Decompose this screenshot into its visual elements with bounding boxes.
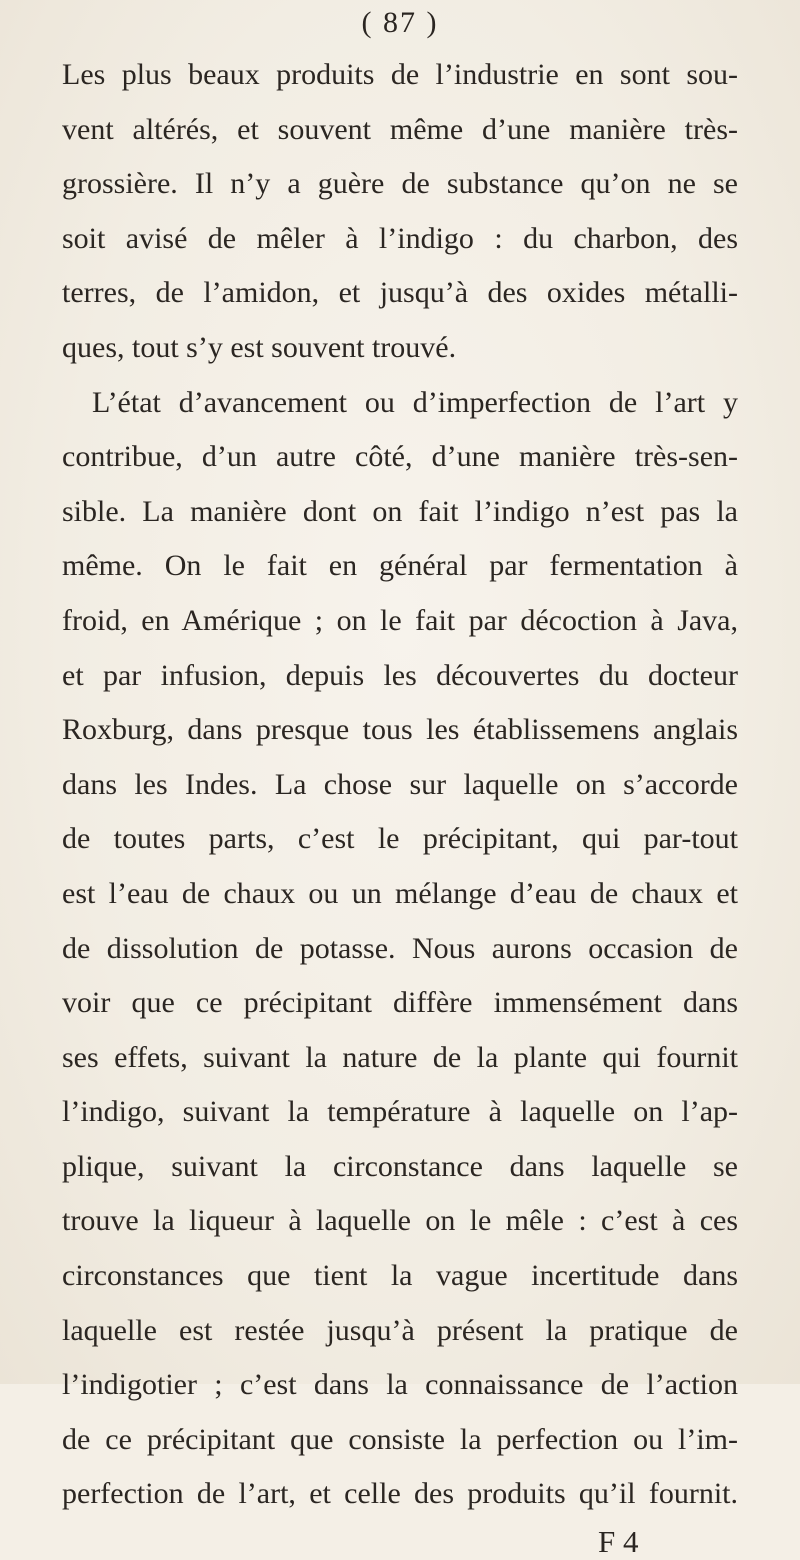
text-line: plique, suivant la circonstance dans laquelle se [62, 1149, 738, 1183]
text-line: l’indigo, suivant la température à laquelle on l’ap- [62, 1095, 738, 1129]
text-line: perfection de l’art, et celle des produits qu’il fournit. [62, 1477, 738, 1511]
text-line: dans les Indes. La chose sur laquelle on s’accorde [62, 767, 738, 801]
text-line: vent altérés, et souvent même d’une manière très- [62, 112, 738, 146]
text-line: L’état d’avancement ou d’imperfection de l’art y [92, 385, 738, 419]
body-text [62, 48, 738, 1522]
text-line: de toutes parts, c’est le précipitant, qui par-tout [62, 822, 738, 856]
text-line: l’indigotier ; c’est dans la connaissance de l’action [62, 1368, 738, 1402]
text-line: est l’eau de chaux ou un mélange d’eau de chaux et [62, 876, 738, 910]
text-line: circonstances que tient la vague incertitude dans [62, 1259, 738, 1293]
text-line: sible. La manière dont on fait l’indigo n’est pas la [62, 494, 738, 528]
text-line: même. On le fait en général par fermentation à [62, 549, 738, 583]
text-line: contribue, d’un autre côté, d’une manière très-sen- [62, 440, 738, 474]
text-line: voir que ce précipitant diffère immensément dans [62, 986, 738, 1020]
text-line: froid, en Amérique ; on le fait par décoction à Java, [62, 603, 738, 637]
text-line: grossière. Il n’y a guère de substance qu’on ne se [62, 167, 738, 201]
text-line: laquelle est restée jusqu’à présent la pratique de [62, 1313, 738, 1347]
text-line: terres, de l’amidon, et jusqu’à des oxides métalli- [62, 276, 738, 310]
signature-mark: F 4 [598, 1524, 639, 1559]
page-number: ( 87 ) [361, 6, 439, 39]
text-line: Roxburg, dans presque tous les établissemens anglais [62, 713, 738, 747]
text-line: de ce précipitant que consiste la perfection ou l’im- [62, 1422, 738, 1456]
text-line: Les plus beaux produits de l’industrie en sont sou- [62, 58, 738, 91]
text-line: et par infusion, depuis les découvertes du docteur [62, 658, 738, 692]
text-line: ques, tout s’y est souvent trouvé. [62, 330, 457, 364]
text-line: trouve la liqueur à laquelle on le mêle : c’est à ces [62, 1204, 738, 1238]
text-line: de dissolution de potasse. Nous aurons occasion de [62, 931, 738, 965]
text-line: ses effets, suivant la nature de la plante qui fournit [62, 1040, 738, 1074]
text-line: soit avisé de mêler à l’indigo : du charbon, des [62, 221, 738, 255]
